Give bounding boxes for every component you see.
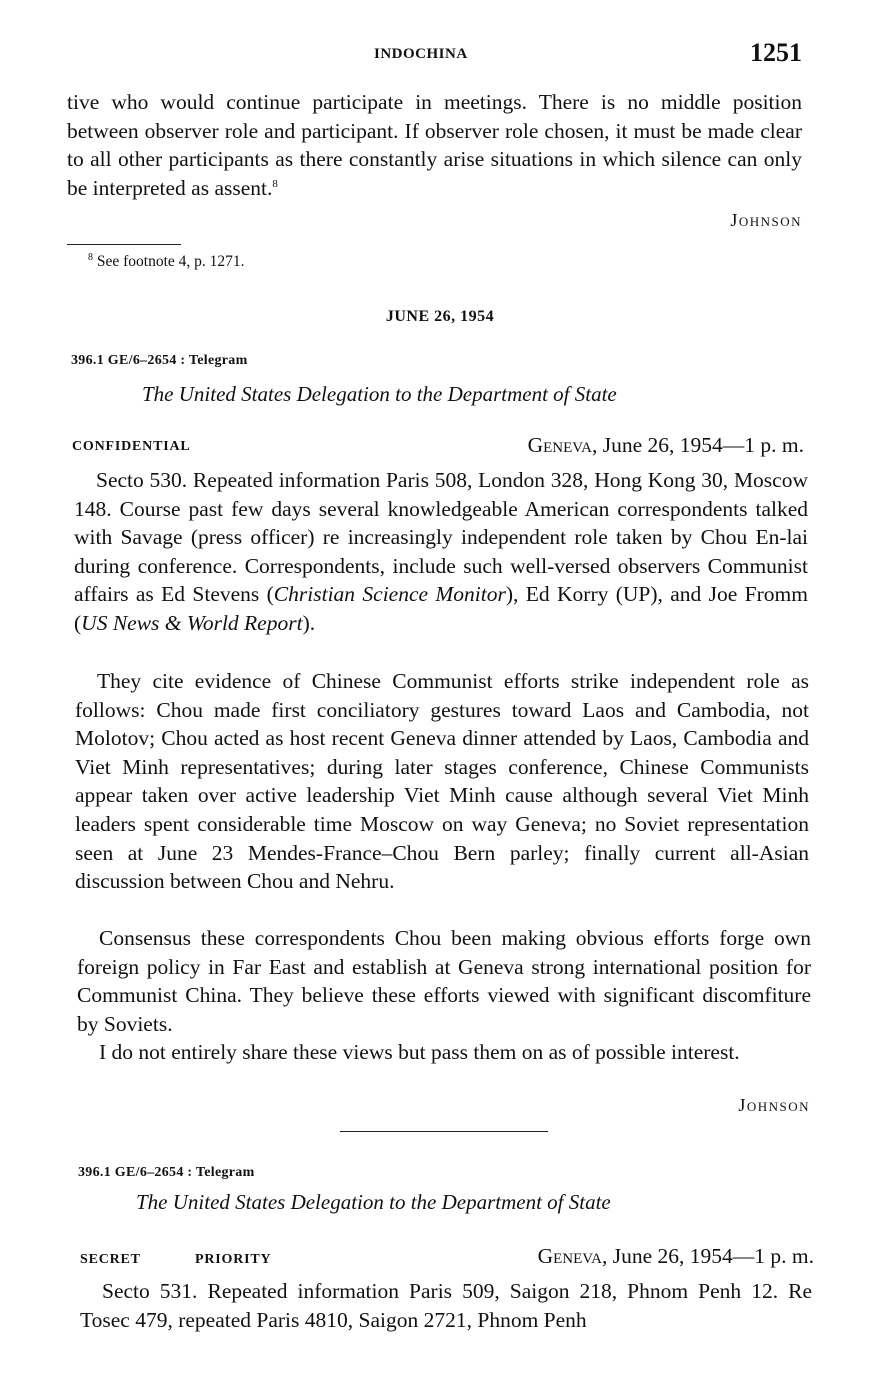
carryover-paragraph — [67, 88, 802, 202]
carryover-text: tive who would continue participate in meetings. There is no middle position between observer role and participant. If observer role chosen, it must be made clear to all other participants as there constantly arise situations in which silence can only be interpreted as assent. — [67, 90, 802, 200]
footnote-marker: 8 — [88, 251, 93, 263]
doc1-dateline — [528, 433, 804, 458]
doc2-priority: PRIORITY — [195, 1252, 272, 1267]
doc2-paragraph-1: Secto 531. Repeated information Paris 509, Saigon 218, Phnom Penh 12. Re Tosec 479, repeated Paris 4810, Saigon 2721, Phnom Penh — [80, 1279, 812, 1332]
doc2-dateline-place: Geneva — [537, 1244, 602, 1268]
doc1-dateline-date: , June 26, 1954—1 p. m. — [591, 433, 804, 457]
footnote — [88, 253, 245, 271]
doc2-classification: SECRET — [80, 1252, 141, 1267]
doc2-file-reference: 396.1 GE/6–2654 : Telegram — [78, 1165, 255, 1180]
doc1-title: The United States Delegation to the Department of State — [142, 382, 617, 406]
doc1-paragraph-3: Consensus these correspondents Chou been making obvious efforts forge own foreign policy in Far East and establish at Geneva strong international position for Communist China. They believe these efforts viewed with significant discomfiture by Soviets. — [77, 926, 811, 1036]
running-title: INDOCHINA — [374, 46, 468, 62]
doc1-classification: CONFIDENTIAL — [72, 439, 191, 454]
doc2-title: The United States Delegation to the Department of State — [136, 1190, 611, 1214]
footnote-reference: 8 — [272, 177, 278, 190]
section-divider — [340, 1131, 548, 1132]
doc1-p1-text-c: ). — [302, 610, 316, 635]
footnote-divider — [67, 244, 181, 245]
page-header — [0, 38, 880, 74]
doc1-paragraph-2: They cite evidence of Chinese Communist efforts strike independent role as follows: Chou made first conciliatory gestures toward Laos and Cambodia, not Molotov; Chou acted as host recent Geneva dinner attended by Laos, Cambodia and Viet Minh representatives; during later stages conference, Chinese Communists appear taken over active leadership Viet Minh cause although several Viet Minh leaders spent considerable time Moscow on way Geneva; no Soviet representation seen at June 23 Mendes-France–Chou Bern parley; finally current all-Asian discussion between Chou and Nehru. — [75, 669, 809, 894]
signature-johnson: Johnson — [730, 210, 802, 230]
footnote-text: See footnote 4, p. 1271. — [96, 253, 245, 270]
doc2-dateline — [538, 1244, 814, 1269]
doc1-paragraph-4: I do not entirely share these views but pass them on as of possible interest. — [99, 1040, 740, 1064]
doc1-paragraph-1 — [74, 466, 808, 638]
publication-name: Christian Science Monitor — [273, 582, 506, 607]
page-number: 1251 — [750, 38, 802, 67]
doc2-dateline-date: , June 26, 1954—1 p. m. — [601, 1244, 814, 1268]
doc1-p1-text-a: Secto 530. Repeated information Paris 508, London 328, Hong Kong 30, Moscow 148. Course past few days several knowledgeable American correspondents talked with Savage (press officer) re increasingly independent role taken by Chou En-lai during conference. Correspondents, include such well-versed observers Communist affairs as Ed Stevens ( — [74, 468, 808, 607]
doc1-dateline-place: Geneva — [527, 433, 592, 457]
doc1-signature: Johnson — [738, 1095, 810, 1115]
date-heading: JUNE 26, 1954 — [385, 308, 495, 325]
doc1-p1-text-b: ), Ed Korry (UP), and Joe Fromm ( — [74, 582, 808, 635]
publication-name: US News & World Report — [81, 610, 303, 635]
doc1-file-reference: 396.1 GE/6–2654 : Telegram — [71, 353, 248, 368]
